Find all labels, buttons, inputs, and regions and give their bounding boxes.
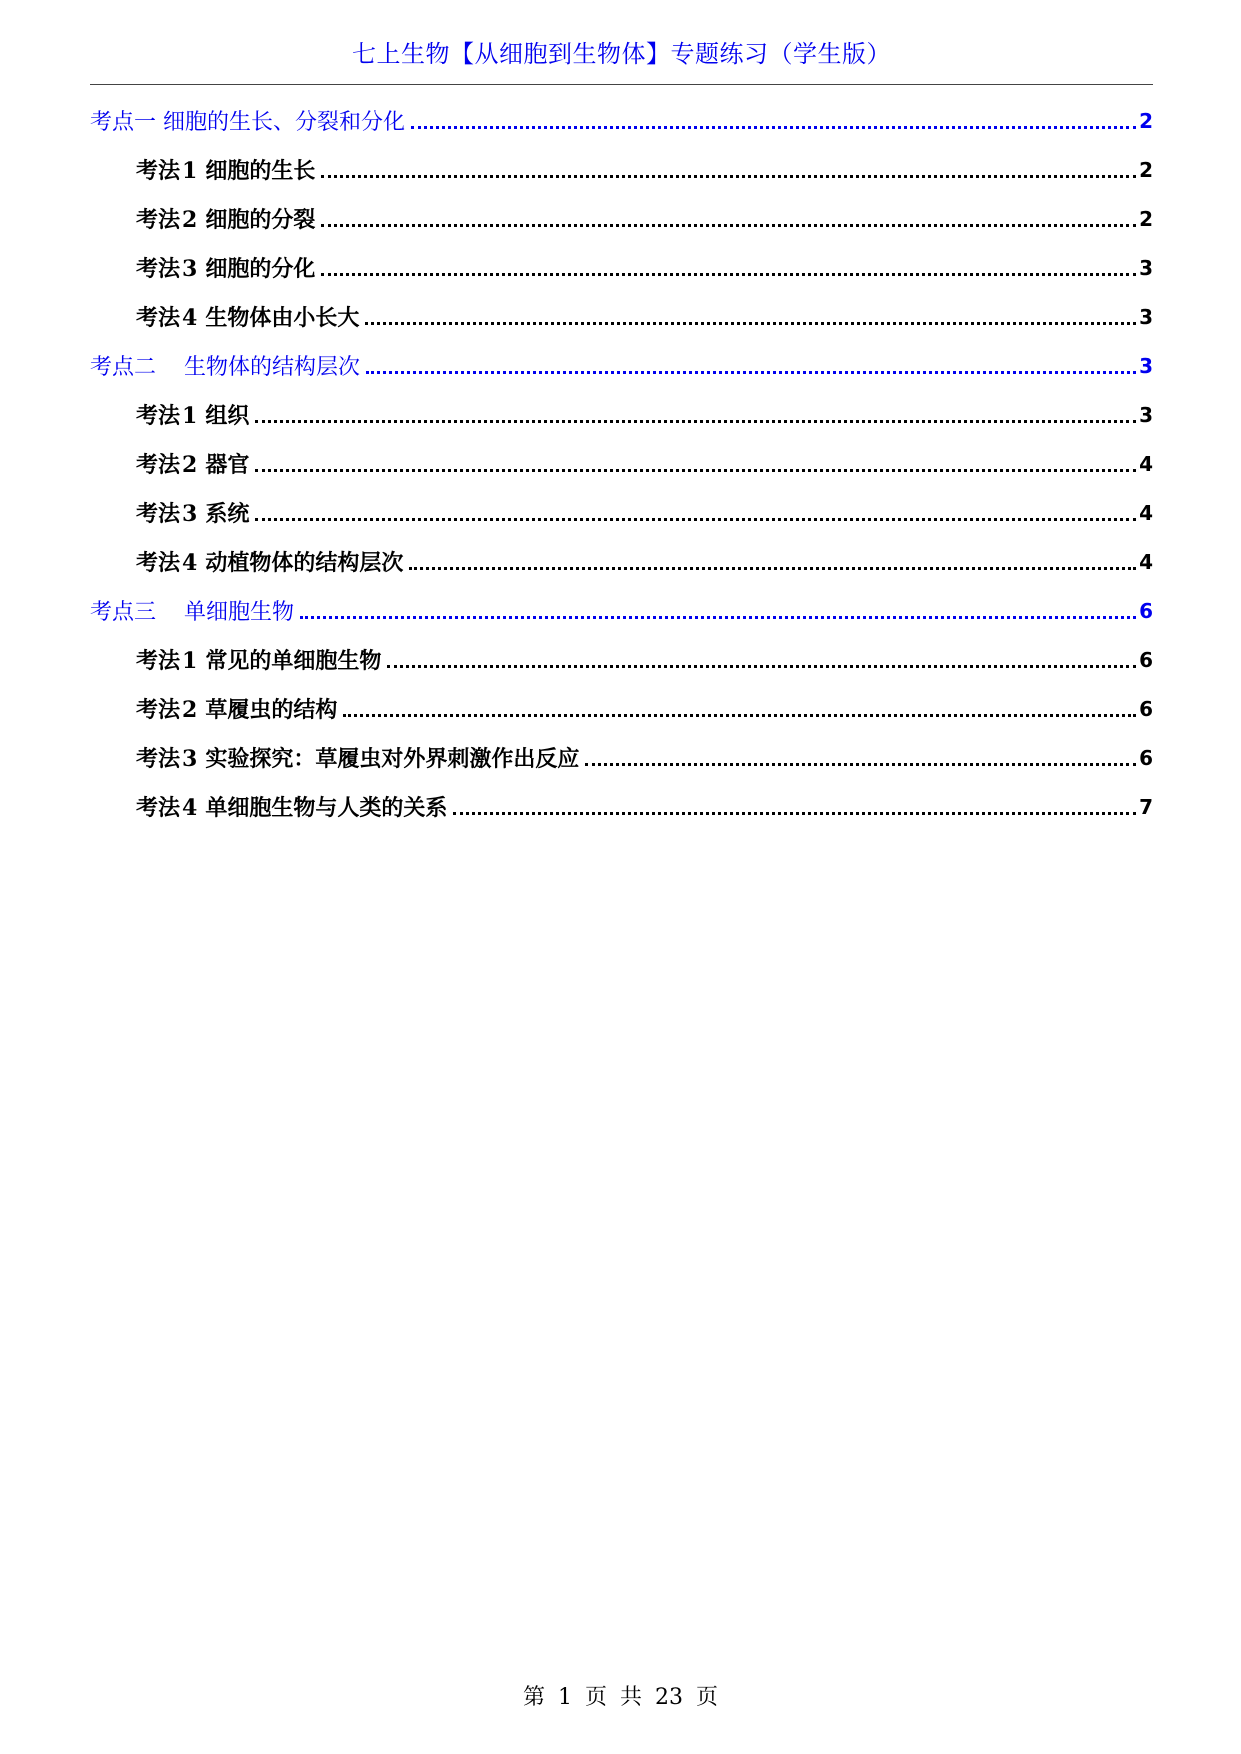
dot-leader — [321, 224, 1136, 227]
toc-item-title: 器官 — [205, 453, 250, 478]
toc-item-prefix: 考法 — [136, 257, 181, 282]
document-header-title: 七上生物【从细胞到生物体】专题练习（学生版） — [352, 40, 891, 68]
dot-leader — [585, 763, 1136, 766]
toc-page-number: 3 — [1139, 353, 1153, 378]
toc-item-2-4[interactable] — [90, 537, 1153, 586]
toc-item-number: 1 — [182, 648, 198, 674]
toc-page-number: 6 — [1139, 647, 1153, 672]
toc-item-2-1[interactable] — [90, 390, 1153, 439]
toc-item-2-2[interactable] — [90, 439, 1153, 488]
toc-page-number: 2 — [1139, 206, 1153, 231]
header-divider — [90, 84, 1153, 85]
toc-item-title: 草履虫的结构 — [205, 698, 338, 723]
toc-item-3-2[interactable] — [90, 684, 1153, 733]
toc-item-2-3[interactable] — [90, 488, 1153, 537]
toc-item-3-4[interactable] — [90, 782, 1153, 831]
toc-section-title: 考点一 细胞的生长、分裂和分化 — [90, 110, 405, 135]
toc-item-title: 细胞的分裂 — [205, 208, 316, 233]
toc-item-1-4[interactable] — [90, 292, 1153, 341]
dot-leader — [300, 616, 1136, 619]
toc-page-number: 2 — [1139, 157, 1153, 182]
toc-page-number: 3 — [1139, 402, 1153, 427]
toc-item-title: 细胞的生长 — [205, 159, 316, 184]
toc-item-number: 3 — [182, 501, 198, 527]
toc-page-number: 7 — [1139, 794, 1153, 819]
toc-item-3-3[interactable] — [90, 733, 1153, 782]
toc-item-number: 4 — [182, 305, 198, 331]
toc-section-title: 考点二 生物体的结构层次 — [90, 355, 360, 380]
toc-item-prefix: 考法 — [136, 453, 181, 478]
toc-item-prefix: 考法 — [136, 159, 181, 184]
toc-page-number: 3 — [1139, 255, 1153, 280]
dot-leader — [255, 518, 1136, 521]
toc-item-1-1[interactable] — [90, 145, 1153, 194]
toc-page-number: 3 — [1139, 304, 1153, 329]
toc-item-number: 1 — [182, 158, 198, 184]
toc-item-3-1[interactable] — [90, 635, 1153, 684]
dot-leader — [255, 469, 1136, 472]
toc-page-number: 6 — [1139, 598, 1153, 623]
dot-leader — [255, 420, 1136, 423]
toc-item-number: 2 — [182, 207, 198, 233]
toc-page-number: 4 — [1139, 500, 1153, 525]
dot-leader — [409, 567, 1136, 570]
toc-item-prefix: 考法 — [136, 551, 181, 576]
toc-item-number: 2 — [182, 452, 198, 478]
toc-item-title: 组织 — [205, 404, 250, 429]
toc-page-number: 4 — [1139, 451, 1153, 476]
toc-item-prefix: 考法 — [136, 796, 181, 821]
toc-item-number: 4 — [182, 795, 198, 821]
toc-item-1-3[interactable] — [90, 243, 1153, 292]
dot-leader — [366, 371, 1136, 374]
toc-section-title: 考点三 单细胞生物 — [90, 600, 294, 625]
toc-item-title: 生物体由小长大 — [205, 306, 360, 331]
toc-item-number: 3 — [182, 746, 198, 772]
toc-item-prefix: 考法 — [136, 404, 181, 429]
toc-section-3[interactable] — [90, 586, 1153, 635]
toc-item-prefix: 考法 — [136, 698, 181, 723]
toc-item-1-2[interactable] — [90, 194, 1153, 243]
toc-item-title: 实验探究：草履虫对外界刺激作出反应 — [205, 747, 580, 772]
toc-section-2[interactable] — [90, 341, 1153, 390]
page-footer: 第 1 页 共 23 页 — [523, 1685, 718, 1710]
toc-item-prefix: 考法 — [136, 747, 181, 772]
toc-page-number: 6 — [1139, 696, 1153, 721]
toc-item-prefix: 考法 — [136, 306, 181, 331]
toc-item-title: 动植物体的结构层次 — [205, 551, 404, 576]
toc-section-1[interactable] — [90, 96, 1153, 145]
toc-item-prefix: 考法 — [136, 649, 181, 674]
toc-page-number: 2 — [1139, 108, 1153, 133]
toc-item-title: 系统 — [205, 502, 250, 527]
toc-item-number: 1 — [182, 403, 198, 429]
table-of-contents — [90, 96, 1153, 831]
dot-leader — [365, 322, 1136, 325]
dot-leader — [343, 714, 1136, 717]
toc-item-title: 常见的单细胞生物 — [205, 649, 382, 674]
dot-leader — [321, 273, 1136, 276]
toc-item-number: 4 — [182, 550, 198, 576]
toc-item-prefix: 考法 — [136, 502, 181, 527]
dot-leader — [321, 175, 1136, 178]
toc-page-number: 4 — [1139, 549, 1153, 574]
dot-leader — [453, 812, 1136, 815]
toc-page-number: 6 — [1139, 745, 1153, 770]
toc-item-number: 3 — [182, 256, 198, 282]
toc-item-number: 2 — [182, 697, 198, 723]
toc-item-title: 单细胞生物与人类的关系 — [205, 796, 448, 821]
toc-item-title: 细胞的分化 — [205, 257, 316, 282]
dot-leader — [387, 665, 1136, 668]
dot-leader — [411, 126, 1136, 129]
toc-item-prefix: 考法 — [136, 208, 181, 233]
